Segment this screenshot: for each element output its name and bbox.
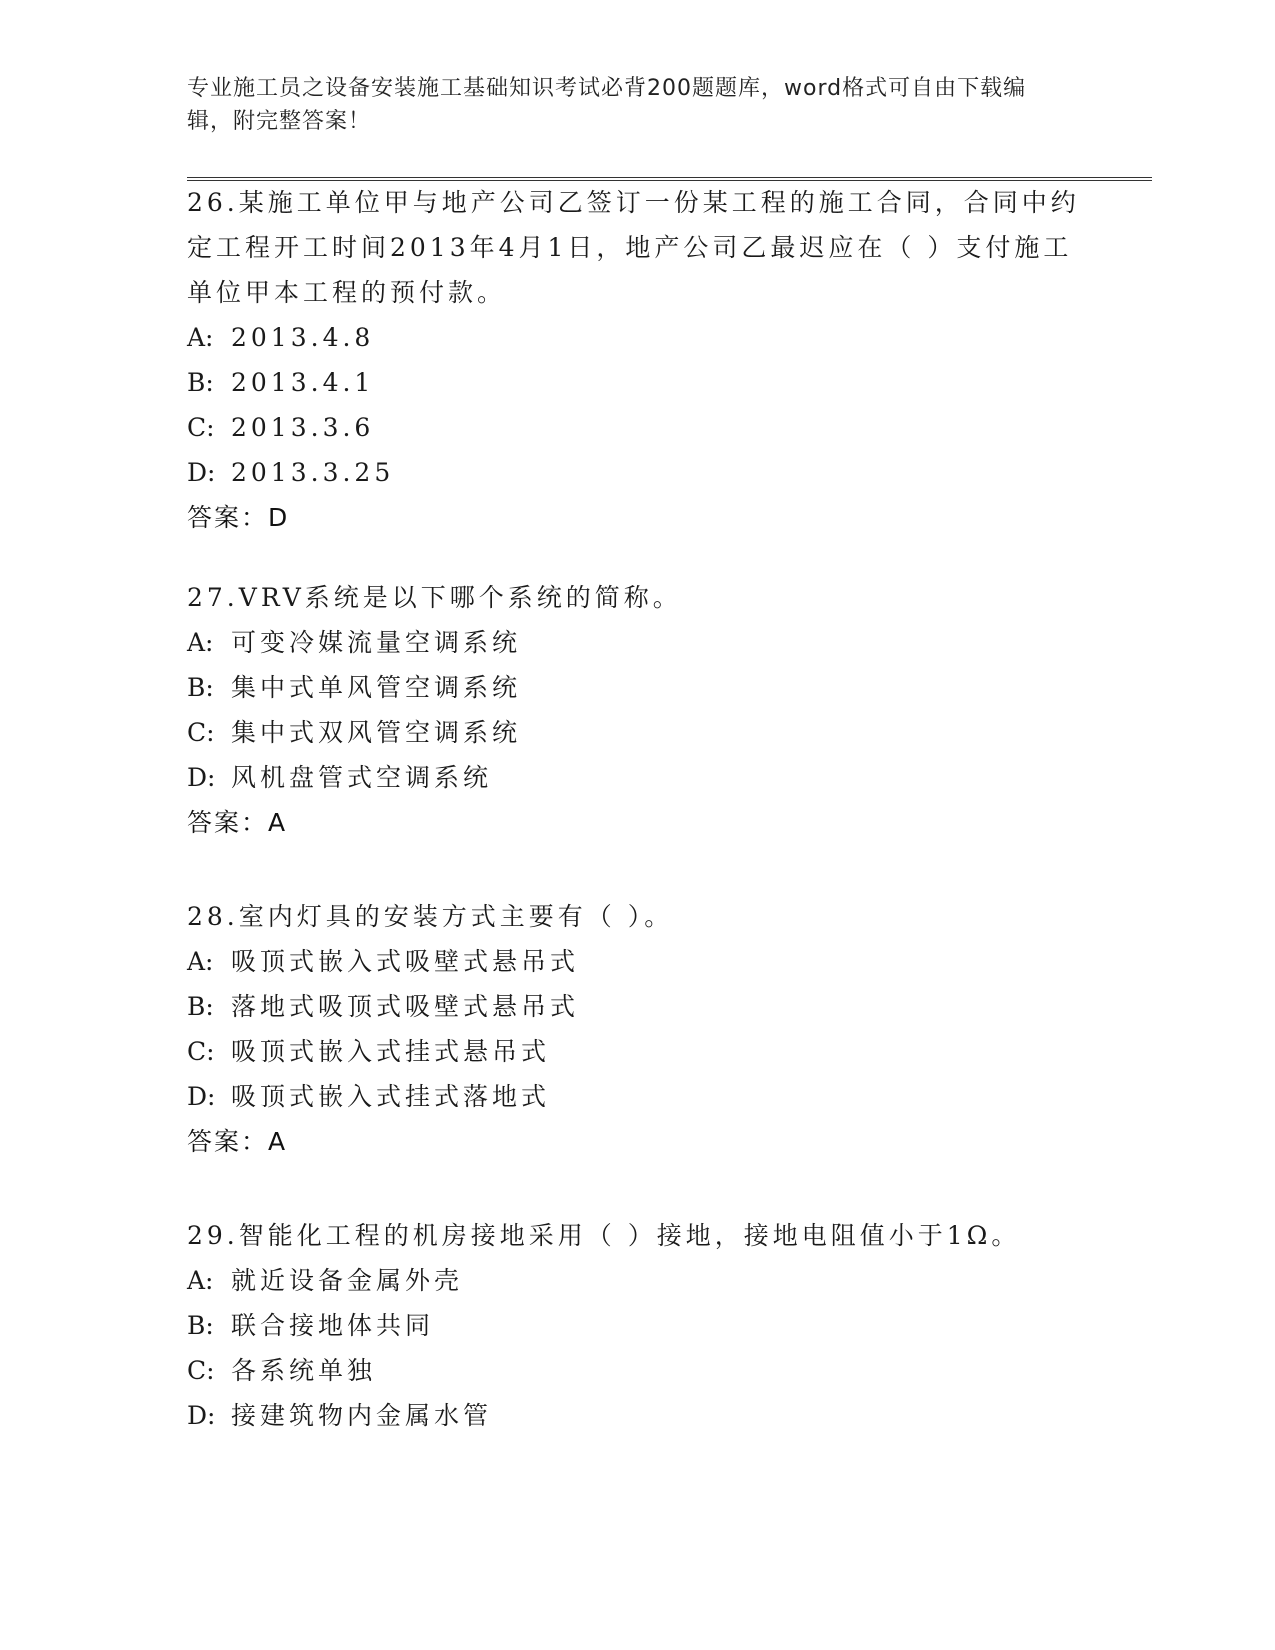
option-text: 吸顶式嵌入式挂式落地式 <box>231 1082 551 1111</box>
answer-text: 答案：D <box>187 503 290 532</box>
option-text: 2013.3.6 <box>231 413 375 442</box>
question-text: 28.室内灯具的安装方式主要有（ ）。 <box>187 902 674 931</box>
option-c <box>187 1029 1087 1074</box>
option-text: 接建筑物内金属水管 <box>231 1401 493 1430</box>
option-d <box>187 1393 1087 1438</box>
option-text: 集中式单风管空调系统 <box>231 673 522 702</box>
option-b <box>187 665 1087 710</box>
option-a <box>187 939 1087 984</box>
option-text: 2013.4.8 <box>231 323 375 352</box>
option-d <box>187 450 1087 495</box>
option-text: 风机盘管式空调系统 <box>231 763 493 792</box>
answer-text: 答案：A <box>187 1127 288 1156</box>
option-a <box>187 620 1087 665</box>
option-key: D: <box>187 763 216 792</box>
option-key: A: <box>187 947 214 976</box>
option-b <box>187 984 1087 1029</box>
question-text: 26.某施工单位甲与地产公司乙签订一份某工程的施工合同，合同中约定工程开工时间2013年4月1日，地产公司乙最迟应在（ ）支付施工单位甲本工程的预付款。 <box>187 188 1080 307</box>
header-title: 专业施工员之设备安装施工基础知识考试必背200题题库，word格式可自由下载编辑，附完整答案！ <box>187 76 1027 134</box>
option-key: C: <box>187 413 215 442</box>
option-key: B: <box>187 368 214 397</box>
option-d <box>187 1074 1087 1119</box>
option-b <box>187 360 1087 405</box>
option-text: 2013.3.25 <box>231 458 395 487</box>
answer-text: 答案：A <box>187 808 288 837</box>
option-c <box>187 1348 1087 1393</box>
option-b <box>187 1303 1087 1348</box>
option-d <box>187 755 1087 800</box>
option-text: 各系统单独 <box>231 1356 377 1385</box>
option-c <box>187 710 1087 755</box>
option-key: B: <box>187 992 214 1021</box>
option-key: B: <box>187 1311 214 1340</box>
question-26 <box>187 180 1087 540</box>
question-29 <box>187 1213 1087 1438</box>
option-key: D: <box>187 1082 216 1111</box>
option-a <box>187 1258 1087 1303</box>
option-text: 可变冷媒流量空调系统 <box>231 628 522 657</box>
option-a <box>187 315 1087 360</box>
question-text: 27.VRV系统是以下哪个系统的简称。 <box>187 583 682 612</box>
option-text: 落地式吸顶式吸壁式悬吊式 <box>231 992 580 1021</box>
question-28 <box>187 894 1087 1164</box>
option-key: D: <box>187 1401 216 1430</box>
option-key: C: <box>187 1356 215 1385</box>
option-key: A: <box>187 628 214 657</box>
option-text: 联合接地体共同 <box>231 1311 435 1340</box>
option-key: A: <box>187 323 214 352</box>
option-key: C: <box>187 1037 215 1066</box>
option-key: A: <box>187 1266 214 1295</box>
question-27 <box>187 575 1087 845</box>
question-text: 29.智能化工程的机房接地采用（ ）接地，接地电阻值小于1Ω。 <box>187 1221 1021 1250</box>
option-c <box>187 405 1087 450</box>
option-key: B: <box>187 673 214 702</box>
option-text: 集中式双风管空调系统 <box>231 718 522 747</box>
option-key: C: <box>187 718 215 747</box>
option-key: D: <box>187 458 216 487</box>
option-text: 就近设备金属外壳 <box>231 1266 464 1295</box>
option-text: 2013.4.1 <box>231 368 375 397</box>
option-text: 吸顶式嵌入式挂式悬吊式 <box>231 1037 551 1066</box>
page-header <box>187 72 1067 138</box>
option-text: 吸顶式嵌入式吸壁式悬吊式 <box>231 947 580 976</box>
